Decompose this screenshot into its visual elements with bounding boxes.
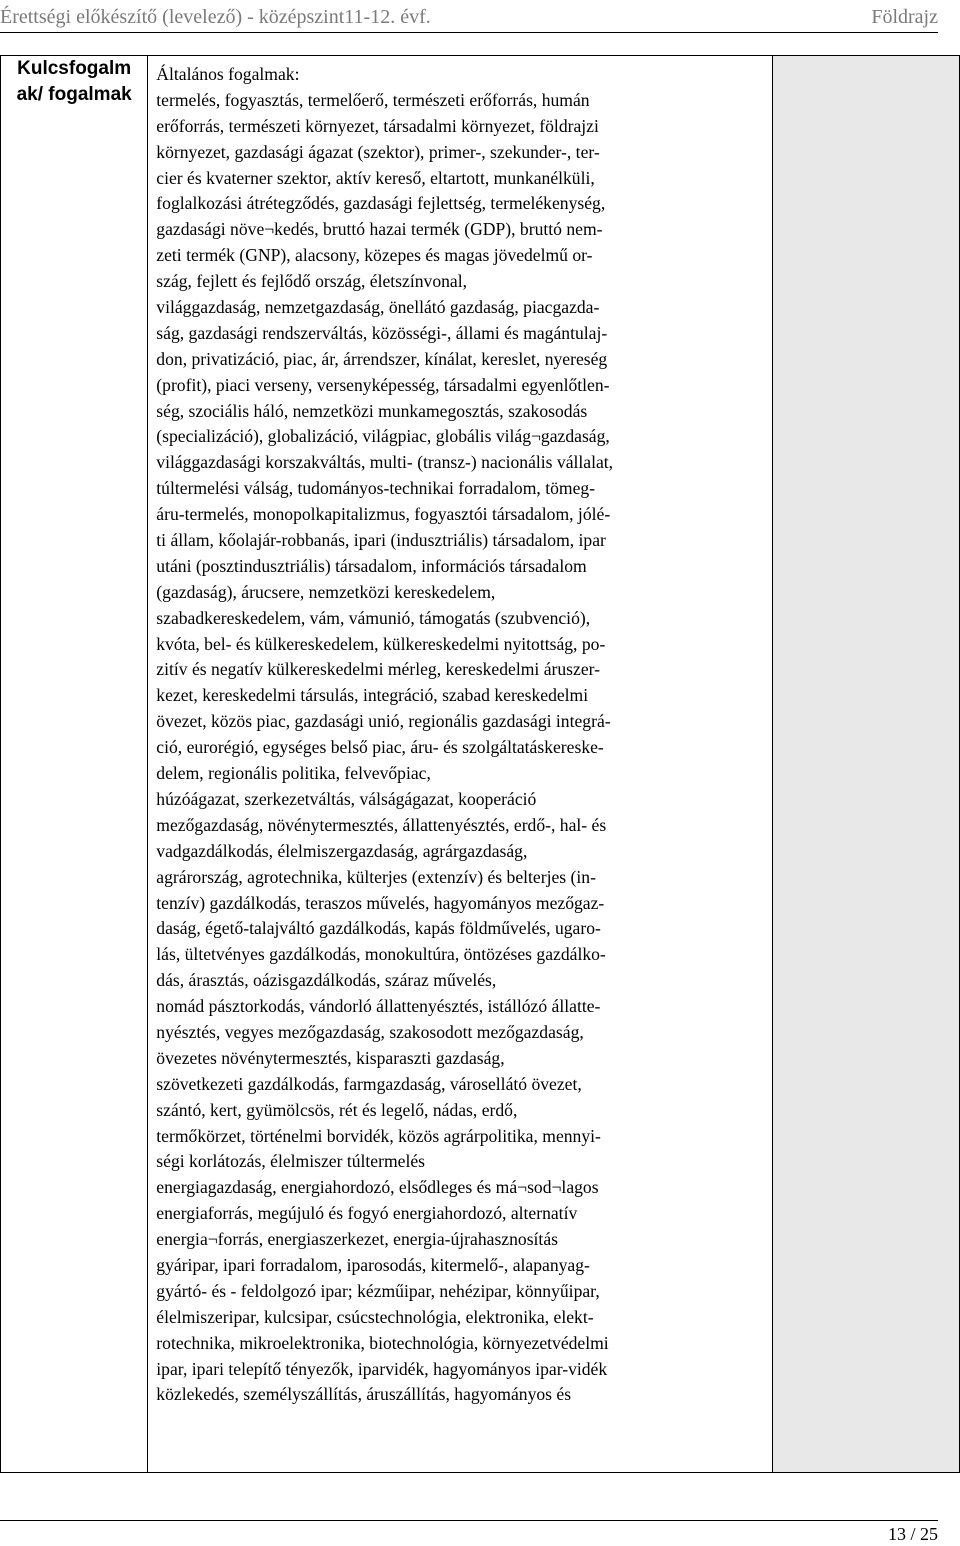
text-line: ipar, ipari telepítő tényezők, iparvidék, hagyományos ipar-vidék — [156, 1358, 608, 1379]
footer-rule — [0, 1520, 938, 1521]
text-line: foglalkozási átrétegződés, gazdasági fejlettség, termelékenység, — [156, 193, 606, 214]
row-label-cell — [1, 56, 148, 1473]
text-line: erőforrás, természeti környezet, társadalmi környezet, földrajzi — [156, 115, 599, 136]
text-line: zeti termék (GNP), alacsony, közepes és magas jövedelmű or- — [156, 245, 593, 266]
text-line: övezet, közös piac, gazdasági unió, regionális gazdasági integrá- — [156, 711, 611, 732]
text-line: ségi korlátozás, élelmiszer túltermelés — [156, 1151, 425, 1172]
text-line: cier és kvaterner szektor, aktív kereső, eltartott, munkanélküli, — [156, 167, 595, 188]
text-line: közlekedés, személyszállítás, áruszállítás, hagyományos és — [156, 1384, 572, 1405]
text-line: energiagazdaság, energiahordozó, elsődleges és má¬sod¬lagos — [156, 1177, 599, 1198]
text-line: don, privatizáció, piac, ár, árrendszer, kínálat, kereslet, nyereség — [156, 348, 608, 369]
page-number: 13 / 25 — [887, 1524, 938, 1544]
text-line: szántó, kert, gyümölcsös, rét és legelő, nádas, erdő, — [156, 1099, 518, 1120]
text-line: delem, regionális politika, felvevőpiac, — [156, 763, 431, 784]
text-line: húzóágazat, szerkezetváltás, válságágazat, kooperáció — [156, 788, 537, 809]
concepts-text — [148, 56, 771, 1408]
text-line: rotechnika, mikroelektronika, biotechnológia, környezetvédelmi — [156, 1332, 609, 1353]
text-line: vadgazdálkodás, élelmiszergazdaság, agrárgazdaság, — [156, 840, 528, 861]
text-line: élelmiszeripar, kulcsipar, csúcstechnológia, elektronika, elekt- — [156, 1306, 594, 1327]
table-row — [1, 56, 960, 1473]
text-line: (gazdaság), árucsere, nemzetközi kereskedelem, — [156, 581, 496, 602]
text-line: világgazdaság, nemzetgazdaság, önellátó gazdaság, piacgazda- — [156, 297, 600, 318]
notes-cell — [772, 56, 959, 1473]
text-line: ti állam, kőolajár-robbanás, ipari (indusztriális) társadalom, ipar — [156, 530, 606, 551]
text-line: termelés, fogyasztás, termelőerő, természeti erőforrás, humán — [156, 89, 590, 110]
text-line: környezet, gazdasági ágazat (szektor), primer-, szekunder-, ter- — [156, 141, 600, 162]
text-line: világgazdasági korszakváltás, multi- (transz-) nacionális vállalat, — [156, 452, 614, 473]
text-line: mezőgazdaság, növénytermesztés, állattenyésztés, erdő-, hal- és — [156, 814, 607, 835]
header-course-title: Érettségi előkészítő (levelező) - középszint11-12. évf. — [0, 6, 431, 28]
text-line: lás, ültetvényes gazdálkodás, monokultúra, öntözéses gazdálko- — [156, 944, 606, 965]
text-line: ció, eurorégió, egységes belső piac, áru- és szolgáltatáskereske- — [156, 737, 604, 758]
text-line: energia¬forrás, energiaszerkezet, energia-újrahasznosítás — [156, 1229, 558, 1250]
text-line: zitív és negatív külkereskedelmi mérleg, kereskedelmi áruszer- — [156, 659, 601, 680]
text-line: gazdasági növe¬kedés, bruttó hazai termék (GDP), bruttó nem- — [156, 219, 603, 240]
text-line: termőkörzet, történelmi borvidék, közös agrárpolitika, mennyi- — [156, 1125, 601, 1146]
text-line: szág, fejlett és fejlődő ország, életszínvonal, — [156, 271, 468, 292]
text-line: nomád pásztorkodás, vándorló állattenyésztés, istállózó állatte- — [156, 996, 601, 1017]
text-line: energiaforrás, megújuló és fogyó energiahordozó, alternatív — [156, 1203, 578, 1224]
text-line: túltermelési válság, tudományos-technikai forradalom, tömeg- — [156, 478, 596, 499]
header-subject: Földrajz — [871, 6, 938, 28]
concepts-cell — [148, 56, 772, 1473]
text-line: daság, égető-talajváltó gazdálkodás, kapás földművelés, ugaro- — [156, 918, 601, 939]
text-line: gyártó- és - feldolgozó ipar; kézműipar, nehézipar, könnyűipar, — [156, 1280, 600, 1301]
row-label — [1, 56, 147, 108]
page-header — [0, 4, 938, 33]
text-line: utáni (posztindusztriális) társadalom, információs társadalom — [156, 555, 587, 576]
text-line: gyáripar, ipari forradalom, iparosodás, kitermelő-, alapanyag- — [156, 1254, 590, 1275]
content-table — [0, 55, 960, 1473]
row-label-line: Kulcsfogalm — [17, 58, 132, 79]
text-line: övezetes növénytermesztés, kisparaszti gazdaság, — [156, 1047, 505, 1068]
text-line: szövetkezeti gazdálkodás, farmgazdaság, városellátó övezet, — [156, 1073, 582, 1094]
text-line: ség, szociális háló, nemzetközi munkamegosztás, szakosodás — [156, 400, 588, 421]
text-line: agrárország, agrotechnika, külterjes (extenzív) és belterjes (in- — [156, 866, 596, 887]
text-line: tenzív) gazdálkodás, teraszos művelés, hagyományos mezőgaz- — [156, 892, 605, 913]
text-line: (specializáció), globalizáció, világpiac, globális világ¬gazdaság, — [156, 426, 610, 447]
text-line: Általános fogalmak: — [156, 64, 300, 84]
text-line: szabadkereskedelem, vám, vámunió, támogatás (szubvenció), — [156, 607, 591, 628]
text-line: kvóta, bel- és külkereskedelem, külkereskedelmi nyitottság, po- — [156, 633, 606, 654]
text-line: nyésztés, vegyes mezőgazdaság, szakosodott mezőgazdaság, — [156, 1021, 584, 1042]
row-label-line: ak/ fogalmak — [16, 84, 132, 105]
text-line: áru-termelés, monopolkapitalizmus, fogyasztói társadalom, jólé- — [156, 504, 611, 525]
text-line: dás, árasztás, oázisgazdálkodás, száraz művelés, — [156, 970, 497, 991]
text-line: kezet, kereskedelmi társulás, integráció, szabad kereskedelmi — [156, 685, 589, 706]
text-line: (profit), piaci verseny, versenyképesség, társadalmi egyenlőtlen- — [156, 374, 610, 395]
text-line: ság, gazdasági rendszerváltás, közösségi-, állami és magántulaj- — [156, 322, 608, 343]
